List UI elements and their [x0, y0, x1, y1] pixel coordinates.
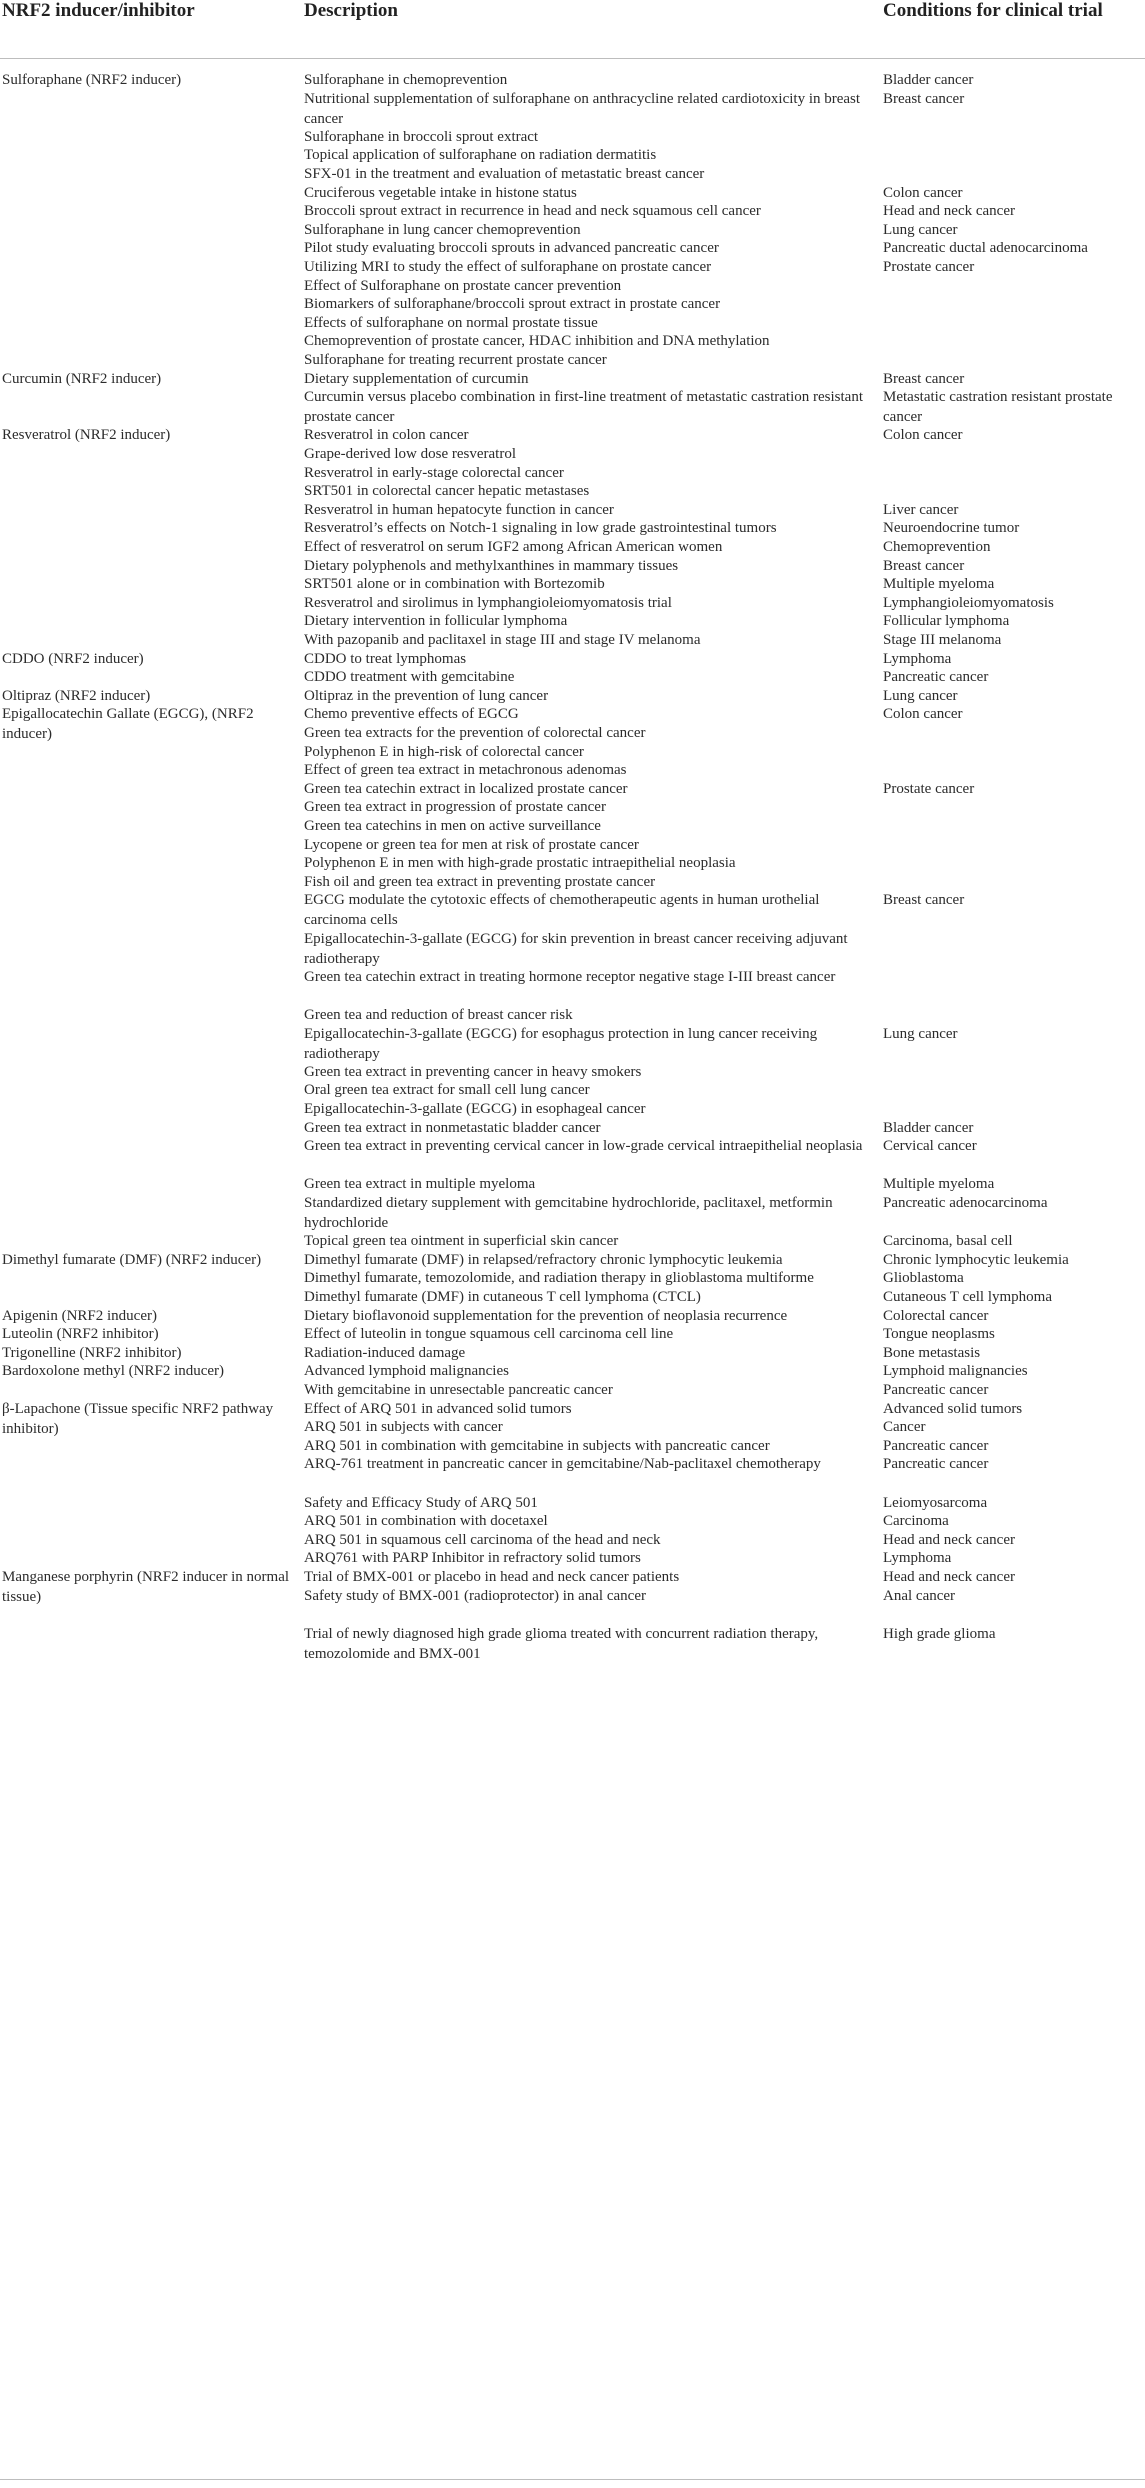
header-conditions: Conditions for clinical trial [883, 0, 1103, 21]
row-description: Epigallocatechin-3-gallate (EGCG) in esophageal cancer [304, 1101, 646, 1117]
row-description: Dietary intervention in follicular lymphoma [304, 613, 568, 630]
row-description: Green tea extract in multiple myeloma [304, 1176, 536, 1193]
row-description: CDDO to treat lymphomas [304, 650, 467, 667]
row-description: Green tea catechins in men on active surveillance [304, 818, 601, 834]
row-condition: Colorectal cancer [883, 1307, 989, 1324]
row-condition: Breast cancer [883, 557, 965, 574]
row-condition: Pancreatic cancer [883, 669, 989, 686]
row-description: Green tea extracts for the prevention of colorectal cancer [304, 725, 646, 741]
row-description: Advanced lymphoid malignancies [304, 1363, 509, 1380]
row-agent: Dimethyl fumarate (DMF) (NRF2 inducer) [2, 1251, 262, 1268]
row-agent: Epigallocatechin Gallate (EGCG), (NRF2 inducer) [2, 706, 254, 743]
row-description: Sulforaphane in broccoli sprout extract [304, 128, 539, 145]
row-agent: Apigenin (NRF2 inducer) [2, 1307, 157, 1324]
row-condition: Chemoprevention [883, 539, 991, 555]
row-description: SFX-01 in the treatment and evaluation of metastatic breast cancer [304, 166, 705, 182]
row-condition: Head and neck cancer [883, 203, 1015, 220]
row-description: Oltipraz in the prevention of lung cancer [304, 687, 549, 704]
row-condition: Lung cancer [883, 221, 958, 238]
row-description: Resveratrol’s effects on Notch-1 signaling in low grade gastrointestinal tumors [304, 520, 777, 537]
row-description: Dimethyl fumarate, temozolomide, and radiation therapy in glioblastoma multiforme [304, 1270, 814, 1287]
row-condition: Pancreatic cancer [883, 1456, 989, 1473]
row-description: Green tea catechin extract in localized prostate cancer [304, 780, 628, 797]
row-description: Dietary polyphenols and methylxanthines in mammary tissues [304, 557, 679, 574]
row-description: Biomarkers of sulforaphane/broccoli sprout extract in prostate cancer [304, 296, 721, 313]
row-description: Sulforaphane in lung cancer chemoprevention [304, 221, 581, 238]
row-condition: Bone metastasis [883, 1344, 981, 1361]
row-description: Effects of sulforaphane on normal prostate tissue [304, 314, 598, 331]
row-condition: Multiple myeloma [883, 1176, 995, 1193]
row-description: ARQ 501 in squamous cell carcinoma of the head and neck [304, 1531, 661, 1548]
row-description: Curcumin versus placebo combination in first-line treatment of metastatic castration resistant prostate cancer [304, 389, 863, 426]
row-condition: Cancer [883, 1419, 926, 1436]
row-condition: Prostate cancer [883, 259, 975, 275]
header-agent: NRF2 inducer/inhibitor [2, 0, 195, 21]
row-description: Green tea extract in preventing cervical cancer in low-grade cervical intraepithelial neoplasia [304, 1138, 863, 1155]
row-condition: Stage III melanoma [883, 632, 1002, 648]
row-condition: Cervical cancer [883, 1138, 977, 1155]
header-description: Description [304, 0, 398, 21]
row-description: Radiation-induced damage [304, 1344, 466, 1361]
row-condition: Pancreatic ductal adenocarcinoma [883, 240, 1088, 257]
row-description: ARQ 501 in combination with gemcitabine in subjects with pancreatic cancer [304, 1437, 770, 1454]
row-description: Effect of green tea extract in metachronous adenomas [304, 762, 627, 779]
row-description: ARQ761 with PARP Inhibitor in refractory solid tumors [304, 1550, 641, 1567]
row-description: SRT501 in colorectal cancer hepatic metastases [304, 483, 590, 500]
row-description: Resveratrol in early-stage colorectal cancer [304, 464, 564, 481]
row-condition: Colon cancer [883, 427, 963, 444]
row-description: Effect of Sulforaphane on prostate cancer prevention [304, 277, 622, 294]
row-condition: Breast cancer [883, 892, 965, 909]
row-condition: Colon cancer [883, 706, 963, 723]
row-description: Effect of ARQ 501 in advanced solid tumors [304, 1400, 572, 1417]
row-description: ARQ 501 in subjects with cancer [304, 1419, 503, 1436]
row-condition: Follicular lymphoma [883, 613, 1010, 630]
row-description: Safety and Efficacy Study of ARQ 501 [304, 1494, 538, 1511]
row-condition: Bladder cancer [883, 1119, 974, 1136]
row-condition: Carcinoma [883, 1513, 949, 1530]
row-condition: Pancreatic cancer [883, 1437, 989, 1454]
row-description: Epigallocatechin-3-gallate (EGCG) for esophagus protection in lung cancer receiving radiotherapy [304, 1025, 818, 1062]
row-description: Fish oil and green tea extract in preventing prostate cancer [304, 873, 656, 890]
row-condition: Pancreatic adenocarcinoma [883, 1195, 1048, 1211]
row-condition: Multiple myeloma [883, 576, 995, 593]
row-description: Utilizing MRI to study the effect of sulforaphane on prostate cancer [304, 259, 712, 275]
row-description: Dietary bioflavonoid supplementation for the prevention of neoplasia recurrence [304, 1307, 788, 1324]
row-description: CDDO treatment with gemcitabine [304, 669, 515, 686]
row-description: Trial of newly diagnosed high grade glioma treated with concurrent radiation therapy, temozolomide and BMX-001 [304, 1625, 819, 1662]
row-agent: Trigonelline (NRF2 inhibitor) [2, 1344, 182, 1361]
row-description: Polyphenon E in high-risk of colorectal cancer [304, 743, 584, 760]
row-description: Green tea catechin extract in treating hormone receptor negative stage I-III breast cancer [304, 968, 836, 985]
table-header [0, 0, 1145, 59]
row-description: Pilot study evaluating broccoli sprouts in advanced pancreatic cancer [304, 240, 719, 257]
row-description: Dietary supplementation of curcumin [304, 370, 529, 387]
row-agent: Resveratrol (NRF2 inducer) [2, 427, 171, 444]
row-description: With gemcitabine in unresectable pancreatic cancer [304, 1382, 613, 1398]
row-description: Resveratrol in human hepatocyte function in cancer [304, 501, 614, 518]
row-condition: Pancreatic cancer [883, 1382, 989, 1398]
row-condition: Glioblastoma [883, 1270, 964, 1287]
row-description: Topical green tea ointment in superficial skin cancer [304, 1233, 619, 1250]
row-description: Chemoprevention of prostate cancer, HDAC inhibition and DNA methylation [304, 333, 770, 350]
row-condition: Lymphoma [883, 650, 952, 667]
row-agent: Luteolin (NRF2 inhibitor) [2, 1326, 159, 1343]
row-description: SRT501 alone or in combination with Bortezomib [304, 576, 605, 593]
row-condition: Lymphangioleiomyomatosis [883, 594, 1054, 611]
row-description: Green tea and reduction of breast cancer risk [304, 1007, 573, 1023]
row-condition: Cutaneous T cell lymphoma [883, 1289, 1053, 1305]
table-bottom-rule [0, 2479, 1145, 2480]
row-description: Green tea extract in nonmetastatic bladder cancer [304, 1119, 601, 1136]
row-agent: β-Lapachone (Tissue specific NRF2 pathway inhibitor) [2, 1400, 274, 1437]
row-condition: Metastatic castration resistant prostate cancer [883, 389, 1113, 426]
row-description: Oral green tea extract for small cell lung cancer [304, 1082, 590, 1099]
row-condition: Liver cancer [883, 501, 959, 518]
row-agent: Oltipraz (NRF2 inducer) [2, 687, 151, 704]
row-description: Sulforaphane in chemoprevention [304, 72, 508, 88]
row-description: Dimethyl fumarate (DMF) in cutaneous T cell lymphoma (CTCL) [304, 1289, 701, 1305]
row-condition: Neuroendocrine tumor [883, 520, 1020, 537]
row-condition: Advanced solid tumors [883, 1400, 1023, 1417]
row-description: Resveratrol and sirolimus in lymphangioleiomyomatosis trial [304, 594, 672, 611]
row-description: Nutritional supplementation of sulforaphane on anthracycline related cardiotoxicity in breast cancer [304, 90, 861, 127]
row-description: Lycopene or green tea for men at risk of prostate cancer [304, 836, 639, 853]
row-description: ARQ-761 treatment in pancreatic cancer in gemcitabine/Nab-paclitaxel chemotherapy [304, 1456, 821, 1473]
row-condition: High grade glioma [883, 1625, 996, 1642]
row-description: Standardized dietary supplement with gemcitabine hydrochloride, paclitaxel, metformin hydrochloride [304, 1195, 833, 1231]
row-description: Effect of luteolin in tongue squamous cell carcinoma cell line [304, 1326, 674, 1343]
row-agent: Curcumin (NRF2 inducer) [2, 370, 162, 387]
row-condition: Bladder cancer [883, 72, 974, 88]
row-description: Cruciferous vegetable intake in histone status [304, 184, 577, 201]
row-condition: Carcinoma, basal cell [883, 1233, 1013, 1250]
row-description: Chemo preventive effects of EGCG [304, 706, 519, 723]
row-description: Polyphenon E in men with high-grade prostatic intraepithelial neoplasia [304, 855, 736, 872]
row-agent: Sulforaphane (NRF2 inducer) [2, 72, 182, 88]
row-description: Green tea extract in preventing cancer in heavy smokers [304, 1063, 642, 1080]
row-condition: Colon cancer [883, 184, 963, 201]
row-condition: Head and neck cancer [883, 1531, 1015, 1548]
row-description: Topical application of sulforaphane on radiation dermatitis [304, 147, 657, 164]
row-description: With pazopanib and paclitaxel in stage III and stage IV melanoma [304, 632, 701, 648]
row-agent: Manganese porphyrin (NRF2 inducer in normal tissue) [2, 1569, 290, 1605]
row-condition: Lung cancer [883, 1025, 958, 1042]
row-description: Effect of resveratrol on serum IGF2 among African American women [304, 539, 723, 555]
row-description: EGCG modulate the cytotoxic effects of chemotherapeutic agents in human urothelial carcinoma cells [304, 892, 820, 929]
row-condition: Leiomyosarcoma [883, 1494, 988, 1511]
row-description: Safety study of BMX-001 (radioprotector) in anal cancer [304, 1587, 646, 1604]
row-condition: Chronic lymphocytic leukemia [883, 1251, 1069, 1268]
row-condition: Tongue neoplasms [883, 1326, 995, 1343]
row-condition: Lymphoma [883, 1550, 952, 1567]
row-condition: Anal cancer [883, 1587, 956, 1604]
row-description: Resveratrol in colon cancer [304, 427, 469, 444]
row-description: Grape-derived low dose resveratrol [304, 446, 516, 462]
row-condition: Lung cancer [883, 687, 958, 704]
row-condition: Prostate cancer [883, 780, 975, 797]
row-description: Epigallocatechin-3-gallate (EGCG) for skin prevention in breast cancer receiving adjuvant radiotherapy [304, 930, 848, 967]
row-agent: CDDO (NRF2 inducer) [2, 650, 144, 667]
row-condition: Lymphoid malignancies [883, 1363, 1028, 1380]
row-description: Green tea extract in progression of prostate cancer [304, 799, 606, 816]
row-description: Sulforaphane for treating recurrent prostate cancer [304, 352, 607, 368]
row-description: Dimethyl fumarate (DMF) in relapsed/refractory chronic lymphocytic leukemia [304, 1251, 783, 1268]
row-condition: Breast cancer [883, 370, 965, 387]
row-description: Trial of BMX-001 or placebo in head and neck cancer patients [304, 1569, 680, 1585]
row-agent: Bardoxolone methyl (NRF2 inducer) [2, 1363, 225, 1380]
row-condition: Head and neck cancer [883, 1569, 1015, 1585]
row-description: Broccoli sprout extract in recurrence in head and neck squamous cell cancer [304, 203, 761, 220]
row-condition: Breast cancer [883, 90, 965, 107]
row-description: ARQ 501 in combination with docetaxel [304, 1513, 548, 1530]
